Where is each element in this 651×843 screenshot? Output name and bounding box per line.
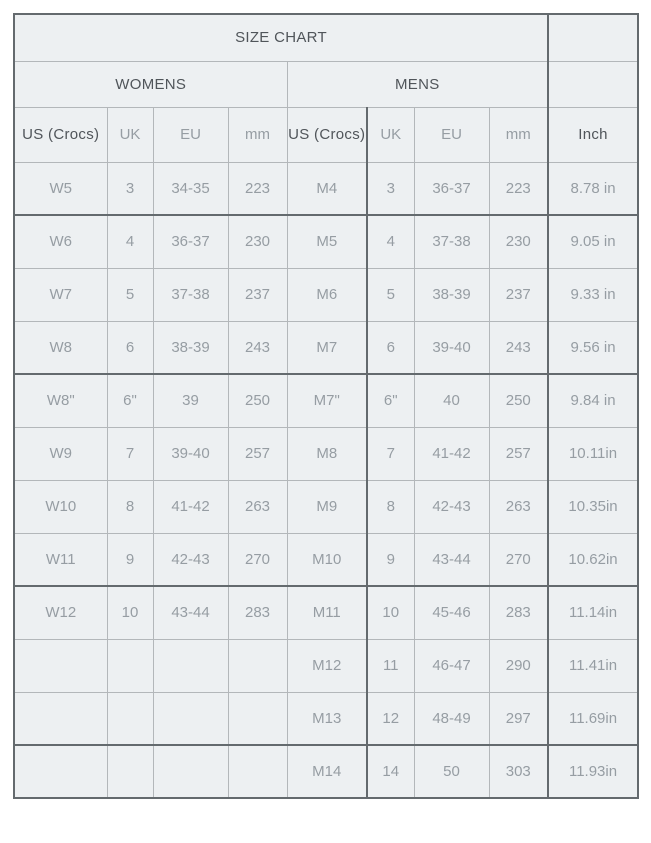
table-cell: 4 <box>107 215 153 268</box>
table-cell: 11.14in <box>548 586 638 639</box>
table-cell: 9.84 in <box>548 374 638 427</box>
table-cell: 39-40 <box>414 321 489 374</box>
table-cell: 223 <box>489 162 548 215</box>
table-cell: M8 <box>287 427 367 480</box>
table-cell: 11 <box>367 639 414 692</box>
table-cell: M11 <box>287 586 367 639</box>
table-cell: W6 <box>14 215 107 268</box>
table-cell: 14 <box>367 745 414 798</box>
table-cell: 297 <box>489 692 548 745</box>
table-cell: M7 <box>287 321 367 374</box>
table-cell: 250 <box>489 374 548 427</box>
table-cell: 9.33 in <box>548 268 638 321</box>
table-cell: M5 <box>287 215 367 268</box>
table-cell <box>228 639 287 692</box>
table-cell: 45-46 <box>414 586 489 639</box>
table-cell: 9 <box>367 533 414 586</box>
table-cell <box>14 745 107 798</box>
table-cell: M4 <box>287 162 367 215</box>
table-cell: 263 <box>489 480 548 533</box>
table-cell: 41-42 <box>153 480 228 533</box>
table-cell: 6" <box>107 374 153 427</box>
table-row <box>14 162 638 215</box>
table-cell: M13 <box>287 692 367 745</box>
table-cell: 39-40 <box>153 427 228 480</box>
table-row <box>14 268 638 321</box>
table-row <box>14 692 638 745</box>
table-cell: 3 <box>367 162 414 215</box>
table-cell: 223 <box>228 162 287 215</box>
section-row-blank-cell <box>548 61 638 107</box>
table-cell: W7 <box>14 268 107 321</box>
table-cell: 237 <box>228 268 287 321</box>
table-cell: 48-49 <box>414 692 489 745</box>
table-cell: 6 <box>107 321 153 374</box>
table-cell: 8 <box>367 480 414 533</box>
table-cell: 4 <box>367 215 414 268</box>
section-header-mens: MENS <box>287 61 548 107</box>
table-cell: 230 <box>228 215 287 268</box>
table-cell: M10 <box>287 533 367 586</box>
table-cell: 10.35in <box>548 480 638 533</box>
table-title: SIZE CHART <box>14 14 548 61</box>
col-header-uk-womens: UK <box>107 107 153 162</box>
table-row <box>14 215 638 268</box>
table-cell <box>228 745 287 798</box>
table-cell <box>153 639 228 692</box>
table-cell: 250 <box>228 374 287 427</box>
table-cell: 290 <box>489 639 548 692</box>
table-cell: 5 <box>107 268 153 321</box>
table-cell <box>14 639 107 692</box>
table-cell: 257 <box>228 427 287 480</box>
table-cell: 10.11in <box>548 427 638 480</box>
table-cell: M6 <box>287 268 367 321</box>
table-cell: 42-43 <box>414 480 489 533</box>
table-cell: 9 <box>107 533 153 586</box>
table-cell: 5 <box>367 268 414 321</box>
table-cell: 37-38 <box>153 268 228 321</box>
table-row <box>14 427 638 480</box>
column-header-row <box>14 107 638 162</box>
size-chart-table <box>13 13 639 799</box>
table-cell <box>228 692 287 745</box>
table-cell: 12 <box>367 692 414 745</box>
table-cell <box>153 692 228 745</box>
section-row <box>14 61 638 107</box>
table-cell: 38-39 <box>414 268 489 321</box>
table-cell: 7 <box>367 427 414 480</box>
table-cell: 6 <box>367 321 414 374</box>
table-cell: M14 <box>287 745 367 798</box>
table-cell: 43-44 <box>153 586 228 639</box>
table-cell <box>107 692 153 745</box>
table-cell: M12 <box>287 639 367 692</box>
table-cell <box>153 745 228 798</box>
table-cell: 283 <box>489 586 548 639</box>
table-cell: 10 <box>107 586 153 639</box>
table-row <box>14 480 638 533</box>
col-header-us-womens: US (Crocs) <box>14 107 107 162</box>
table-cell: M9 <box>287 480 367 533</box>
table-cell: W9 <box>14 427 107 480</box>
col-header-mm-womens: mm <box>228 107 287 162</box>
table-cell: 34-35 <box>153 162 228 215</box>
table-cell: W10 <box>14 480 107 533</box>
table-cell: 9.56 in <box>548 321 638 374</box>
table-cell: 283 <box>228 586 287 639</box>
table-cell: 50 <box>414 745 489 798</box>
table-cell: 7 <box>107 427 153 480</box>
table-cell: 257 <box>489 427 548 480</box>
table-cell: 8 <box>107 480 153 533</box>
table-cell: 10.62in <box>548 533 638 586</box>
col-header-inch: Inch <box>548 107 638 162</box>
table-cell: 243 <box>489 321 548 374</box>
table-cell: W11 <box>14 533 107 586</box>
table-cell: 303 <box>489 745 548 798</box>
table-cell: 3 <box>107 162 153 215</box>
table-cell: W8 <box>14 321 107 374</box>
table-cell: 8.78 in <box>548 162 638 215</box>
table-row <box>14 639 638 692</box>
table-cell <box>14 692 107 745</box>
title-row <box>14 14 638 61</box>
col-header-us-mens: US (Crocs) <box>287 107 367 162</box>
col-header-mm-mens: mm <box>489 107 548 162</box>
table-cell: 38-39 <box>153 321 228 374</box>
table-cell <box>107 745 153 798</box>
table-cell: 237 <box>489 268 548 321</box>
table-cell: 36-37 <box>153 215 228 268</box>
col-header-eu-womens: EU <box>153 107 228 162</box>
table-cell: M7" <box>287 374 367 427</box>
table-cell: W8" <box>14 374 107 427</box>
table-cell: 11.69in <box>548 692 638 745</box>
table-cell: W12 <box>14 586 107 639</box>
table-cell: W5 <box>14 162 107 215</box>
table-body <box>14 162 638 798</box>
table-cell: 43-44 <box>414 533 489 586</box>
table-cell: 46-47 <box>414 639 489 692</box>
col-header-eu-mens: EU <box>414 107 489 162</box>
table-row <box>14 533 638 586</box>
section-header-womens: WOMENS <box>14 61 287 107</box>
table-row <box>14 745 638 798</box>
table-cell <box>107 639 153 692</box>
col-header-uk-mens: UK <box>367 107 414 162</box>
table-cell: 39 <box>153 374 228 427</box>
table-cell: 11.41in <box>548 639 638 692</box>
table-cell: 37-38 <box>414 215 489 268</box>
table-cell: 36-37 <box>414 162 489 215</box>
table-cell: 230 <box>489 215 548 268</box>
table-cell: 10 <box>367 586 414 639</box>
table-row <box>14 586 638 639</box>
table-cell: 41-42 <box>414 427 489 480</box>
table-cell: 40 <box>414 374 489 427</box>
table-cell: 270 <box>489 533 548 586</box>
title-row-blank-cell <box>548 14 638 61</box>
table-row <box>14 374 638 427</box>
table-cell: 11.93in <box>548 745 638 798</box>
table-cell: 243 <box>228 321 287 374</box>
table-cell: 263 <box>228 480 287 533</box>
table-cell: 6" <box>367 374 414 427</box>
table-cell: 42-43 <box>153 533 228 586</box>
table-row <box>14 321 638 374</box>
table-cell: 270 <box>228 533 287 586</box>
table-cell: 9.05 in <box>548 215 638 268</box>
